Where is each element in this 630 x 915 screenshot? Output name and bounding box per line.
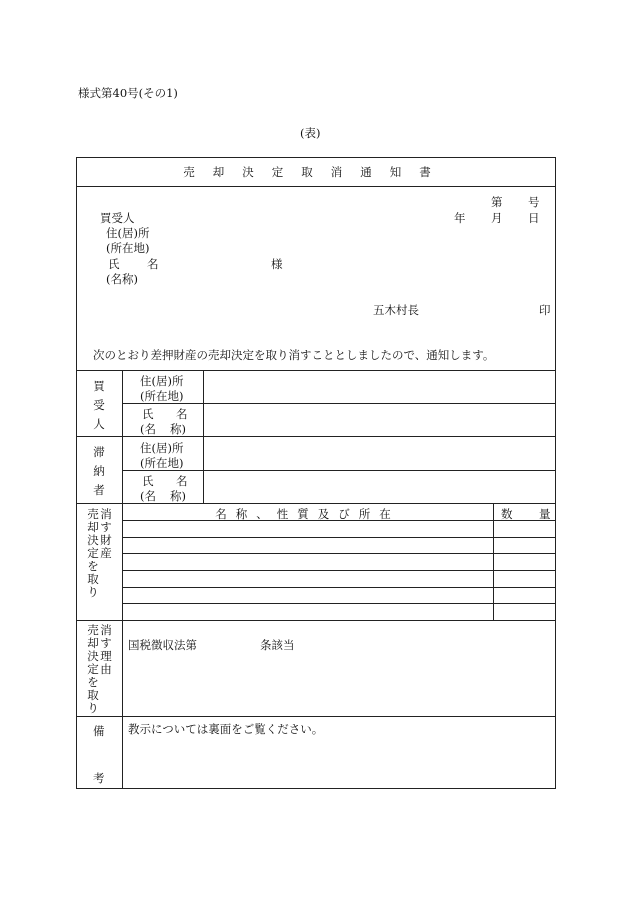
addressee-address-alt-label: (所在地) <box>106 241 150 255</box>
buyer-section-label: 買受人 <box>93 379 105 431</box>
notice-body-text: 次のとおり差押財産の売却決定を取り消すこととしましたので、通知します。 <box>93 348 495 362</box>
property-row-line <box>122 603 556 604</box>
date-year: 年 <box>454 211 466 225</box>
buyer-name-alt-1: (名 <box>140 422 156 436</box>
property-quantity-header-2: 量 <box>539 507 551 521</box>
remarks-label-1: 備 <box>93 724 105 738</box>
addressee-name-label-1: 氏 <box>108 257 120 271</box>
date-day: 日 <box>528 211 540 225</box>
property-label-column-1: 売却決定を取り <box>87 507 99 599</box>
remarks-text: 教示については裏面をご覧ください。 <box>128 722 324 736</box>
delinquent-name-label-2: 名 <box>176 474 188 488</box>
reason-law-suffix: 条該当 <box>260 638 295 652</box>
date-month: 月 <box>491 211 503 225</box>
addressee-name-label-2: 名 <box>147 257 159 271</box>
reason-label-column-2: 消す理由 <box>100 623 112 676</box>
reason-label-column-1: 売却決定を取り <box>87 623 99 715</box>
number-dai: 第 <box>491 195 503 209</box>
property-row-line <box>122 587 556 588</box>
property-quantity-header-1: 数 <box>501 507 513 521</box>
delinquent-name-alt-2: 称) <box>170 489 186 503</box>
property-label-column-2: 消す財産 <box>100 507 112 560</box>
property-description-header: 名称、性質及び所在 <box>215 507 400 521</box>
header-divider <box>76 370 556 371</box>
issuer-name: 五木村長 <box>373 303 419 317</box>
buyer-name-label-1: 氏 <box>142 407 154 421</box>
buyer-address-label: 住(居)所 <box>140 374 184 388</box>
quantity-column-line <box>493 503 494 620</box>
number-go: 号 <box>528 195 540 209</box>
delinquent-name-alt-1: (名 <box>140 489 156 503</box>
buyer-address-alt-label: (所在地) <box>140 389 184 403</box>
buyer-name-label-2: 名 <box>176 407 188 421</box>
form-side-label: (表) <box>300 126 321 140</box>
property-row-line <box>122 553 556 554</box>
property-section-divider <box>76 620 556 621</box>
delinquent-row-divider <box>122 470 556 471</box>
title-divider <box>76 186 556 187</box>
addressee-address-label: 住(居)所 <box>106 226 150 240</box>
buyer-row-divider <box>122 403 556 404</box>
form-number: 様式第40号(その1) <box>78 86 178 100</box>
delinquent-name-label-1: 氏 <box>142 474 154 488</box>
addressee-label: 買受人 <box>100 211 135 225</box>
reason-section-divider <box>76 716 556 717</box>
seal-mark: 印 <box>539 303 551 317</box>
document-title: 売却決定取消通知書 <box>183 165 449 179</box>
remarks-label-2: 考 <box>93 771 105 785</box>
label-column-line <box>122 370 123 788</box>
addressee-name-alt-label: (名称) <box>106 272 138 286</box>
reason-law-prefix: 国税徴収法第 <box>128 638 197 652</box>
delinquent-address-label: 住(居)所 <box>140 441 184 455</box>
property-row-line <box>122 570 556 571</box>
delinquent-section-label: 滞納者 <box>93 445 105 497</box>
addressee-honorific: 様 <box>271 257 283 271</box>
property-row-line <box>122 537 556 538</box>
delinquent-address-alt-label: (所在地) <box>140 456 184 470</box>
field-label-column-line <box>203 370 204 503</box>
buyer-name-alt-2: 称) <box>170 422 186 436</box>
